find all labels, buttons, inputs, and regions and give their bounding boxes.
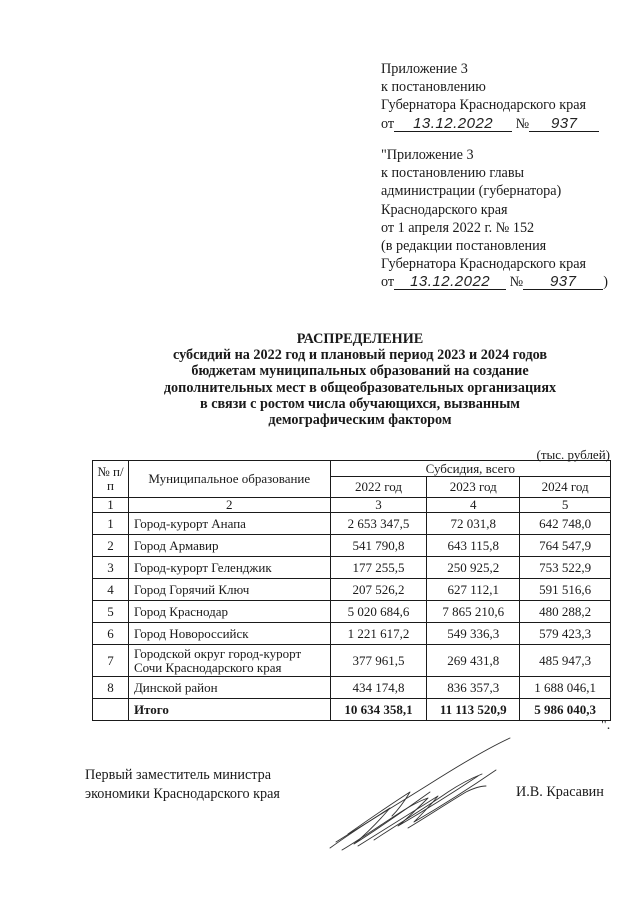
original-line-1: "Приложение 3 bbox=[381, 147, 474, 163]
signatory-position bbox=[85, 766, 280, 803]
col-number-2: 2 bbox=[128, 498, 330, 513]
row-value-2023: 627 112,1 bbox=[427, 579, 520, 601]
row-value-2023: 643 115,8 bbox=[427, 535, 520, 557]
row-value-2024: 591 516,6 bbox=[520, 579, 611, 601]
row-value-2024: 642 748,0 bbox=[520, 513, 611, 535]
table-row bbox=[93, 645, 611, 677]
row-value-2024: 1 688 046,1 bbox=[520, 677, 611, 699]
total-value-2022: 10 634 358,1 bbox=[330, 699, 427, 721]
row-value-2024: 485 947,3 bbox=[520, 645, 611, 677]
original-close-paren: ) bbox=[603, 274, 608, 291]
table-total-row bbox=[93, 699, 611, 721]
units-label: (тыс. рублей) bbox=[536, 447, 610, 462]
row-value-2023: 549 336,3 bbox=[427, 623, 520, 645]
header-year-2022: 2022 год bbox=[330, 477, 427, 498]
row-number: 4 bbox=[93, 579, 129, 601]
table-row bbox=[93, 579, 611, 601]
subsidy-table bbox=[92, 460, 611, 721]
table-column-numbers-row bbox=[93, 498, 611, 513]
appendix-line-2: к постановлению bbox=[381, 79, 486, 96]
row-number: 5 bbox=[93, 601, 129, 623]
header-subsidy: Субсидия, всего bbox=[330, 461, 610, 477]
row-number: 8 bbox=[93, 677, 129, 699]
original-line-7: Губернатора Краснодарского края bbox=[381, 256, 587, 273]
row-value-2024: 764 547,9 bbox=[520, 535, 611, 557]
total-number-cell bbox=[93, 699, 129, 721]
row-value-2022: 377 961,5 bbox=[330, 645, 427, 677]
row-value-2023: 836 357,3 bbox=[427, 677, 520, 699]
original-appendix-block bbox=[381, 146, 608, 292]
row-number: 2 bbox=[93, 535, 129, 557]
row-value-2022: 177 255,5 bbox=[330, 557, 427, 579]
row-value-2022: 5 020 684,6 bbox=[330, 601, 427, 623]
title-line-3: бюджетам муниципальных образований на создание bbox=[191, 363, 529, 380]
row-value-2022: 2 653 347,5 bbox=[330, 513, 427, 535]
row-number: 7 bbox=[93, 645, 129, 677]
original-line-2: к постановлению главы bbox=[381, 165, 525, 182]
col-number-5: 5 bbox=[520, 498, 611, 513]
table-row bbox=[93, 601, 611, 623]
original-number: 937 bbox=[523, 274, 603, 290]
row-number: 1 bbox=[93, 513, 129, 535]
row-value-2023: 72 031,8 bbox=[427, 513, 520, 535]
row-number: 6 bbox=[93, 623, 129, 645]
row-value-2022: 207 526,2 bbox=[330, 579, 427, 601]
row-municipality: Город Новороссийск bbox=[128, 623, 330, 645]
row-municipality: Город-курорт Анапа bbox=[128, 513, 330, 535]
total-value-2023: 11 113 520,9 bbox=[427, 699, 520, 721]
appendix-from-label: от bbox=[381, 115, 395, 132]
total-label: Итого bbox=[128, 699, 330, 721]
handwritten-signature bbox=[318, 730, 518, 855]
appendix-number: 937 bbox=[529, 116, 599, 132]
row-municipality bbox=[128, 645, 330, 677]
row-municipality-line-2: Сочи Краснодарского края bbox=[133, 659, 282, 675]
table-header-row bbox=[93, 461, 611, 477]
header-year-2023: 2023 год bbox=[427, 477, 520, 498]
original-from-label: от bbox=[381, 274, 395, 291]
row-number: 3 bbox=[93, 557, 129, 579]
title-line-1: РАСПРЕДЕЛЕНИЕ bbox=[296, 331, 424, 347]
original-line-3: администрации (губернатора) bbox=[381, 183, 562, 200]
row-value-2024: 579 423,3 bbox=[520, 623, 611, 645]
appendix-line-3: Губернатора Краснодарского края bbox=[381, 97, 587, 114]
document-title bbox=[110, 331, 610, 428]
header-number: № п/п bbox=[93, 461, 129, 498]
table-row bbox=[93, 677, 611, 699]
original-date: 13.12.2022 bbox=[394, 274, 506, 290]
total-value-2024: 5 986 040,3 bbox=[520, 699, 611, 721]
col-number-4: 4 bbox=[427, 498, 520, 513]
row-value-2022: 541 790,8 bbox=[330, 535, 427, 557]
original-line-6: (в редакции постановления bbox=[381, 238, 547, 255]
signatory-position-line-1: Первый заместитель министра bbox=[85, 767, 272, 783]
signatory-position-line-2: экономики Краснодарского края bbox=[85, 785, 280, 802]
row-value-2022: 1 221 617,2 bbox=[330, 623, 427, 645]
original-line-5: от 1 апреля 2022 г. № 152 bbox=[381, 219, 535, 236]
row-municipality-line-1: Городской округ город-курорт bbox=[133, 645, 302, 661]
header-municipality: Муниципальное образование bbox=[128, 461, 330, 498]
appendix-date: 13.12.2022 bbox=[394, 116, 512, 132]
closing-quote: ". bbox=[601, 718, 611, 733]
row-municipality: Город Армавир bbox=[128, 535, 330, 557]
row-value-2023: 250 925,2 bbox=[427, 557, 520, 579]
original-number-label: № bbox=[509, 274, 524, 291]
row-municipality: Город Горячий Ключ bbox=[128, 579, 330, 601]
table-row bbox=[93, 513, 611, 535]
row-municipality: Город-курорт Геленджик bbox=[128, 557, 330, 579]
table-row bbox=[93, 535, 611, 557]
title-line-5: в связи с ростом числа обучающихся, вызванным bbox=[200, 395, 520, 412]
title-line-4: дополнительных мест в общеобразовательных организациях bbox=[163, 379, 557, 396]
appendix-block bbox=[381, 60, 599, 133]
row-value-2023: 269 431,8 bbox=[427, 645, 520, 677]
col-number-1: 1 bbox=[93, 498, 129, 513]
row-value-2024: 753 522,9 bbox=[520, 557, 611, 579]
table-row bbox=[93, 557, 611, 579]
row-value-2024: 480 288,2 bbox=[520, 601, 611, 623]
title-line-6: демографическим фактором bbox=[268, 412, 452, 429]
original-date-line bbox=[381, 273, 608, 291]
appendix-date-line bbox=[381, 115, 599, 133]
row-municipality: Город Краснодар bbox=[128, 601, 330, 623]
title-line-2: субсидий на 2022 год и плановый период 2023 и 2024 годов bbox=[172, 347, 548, 364]
appendix-number-label: № bbox=[515, 115, 530, 132]
original-line-4: Краснодарского края bbox=[381, 201, 508, 218]
row-value-2023: 7 865 210,6 bbox=[427, 601, 520, 623]
row-value-2022: 434 174,8 bbox=[330, 677, 427, 699]
header-year-2024: 2024 год bbox=[520, 477, 611, 498]
table-row bbox=[93, 623, 611, 645]
col-number-3: 3 bbox=[330, 498, 427, 513]
row-municipality: Динской район bbox=[128, 677, 330, 699]
signatory-name: И.В. Красавин bbox=[516, 784, 604, 800]
appendix-line-1: Приложение 3 bbox=[381, 61, 468, 77]
